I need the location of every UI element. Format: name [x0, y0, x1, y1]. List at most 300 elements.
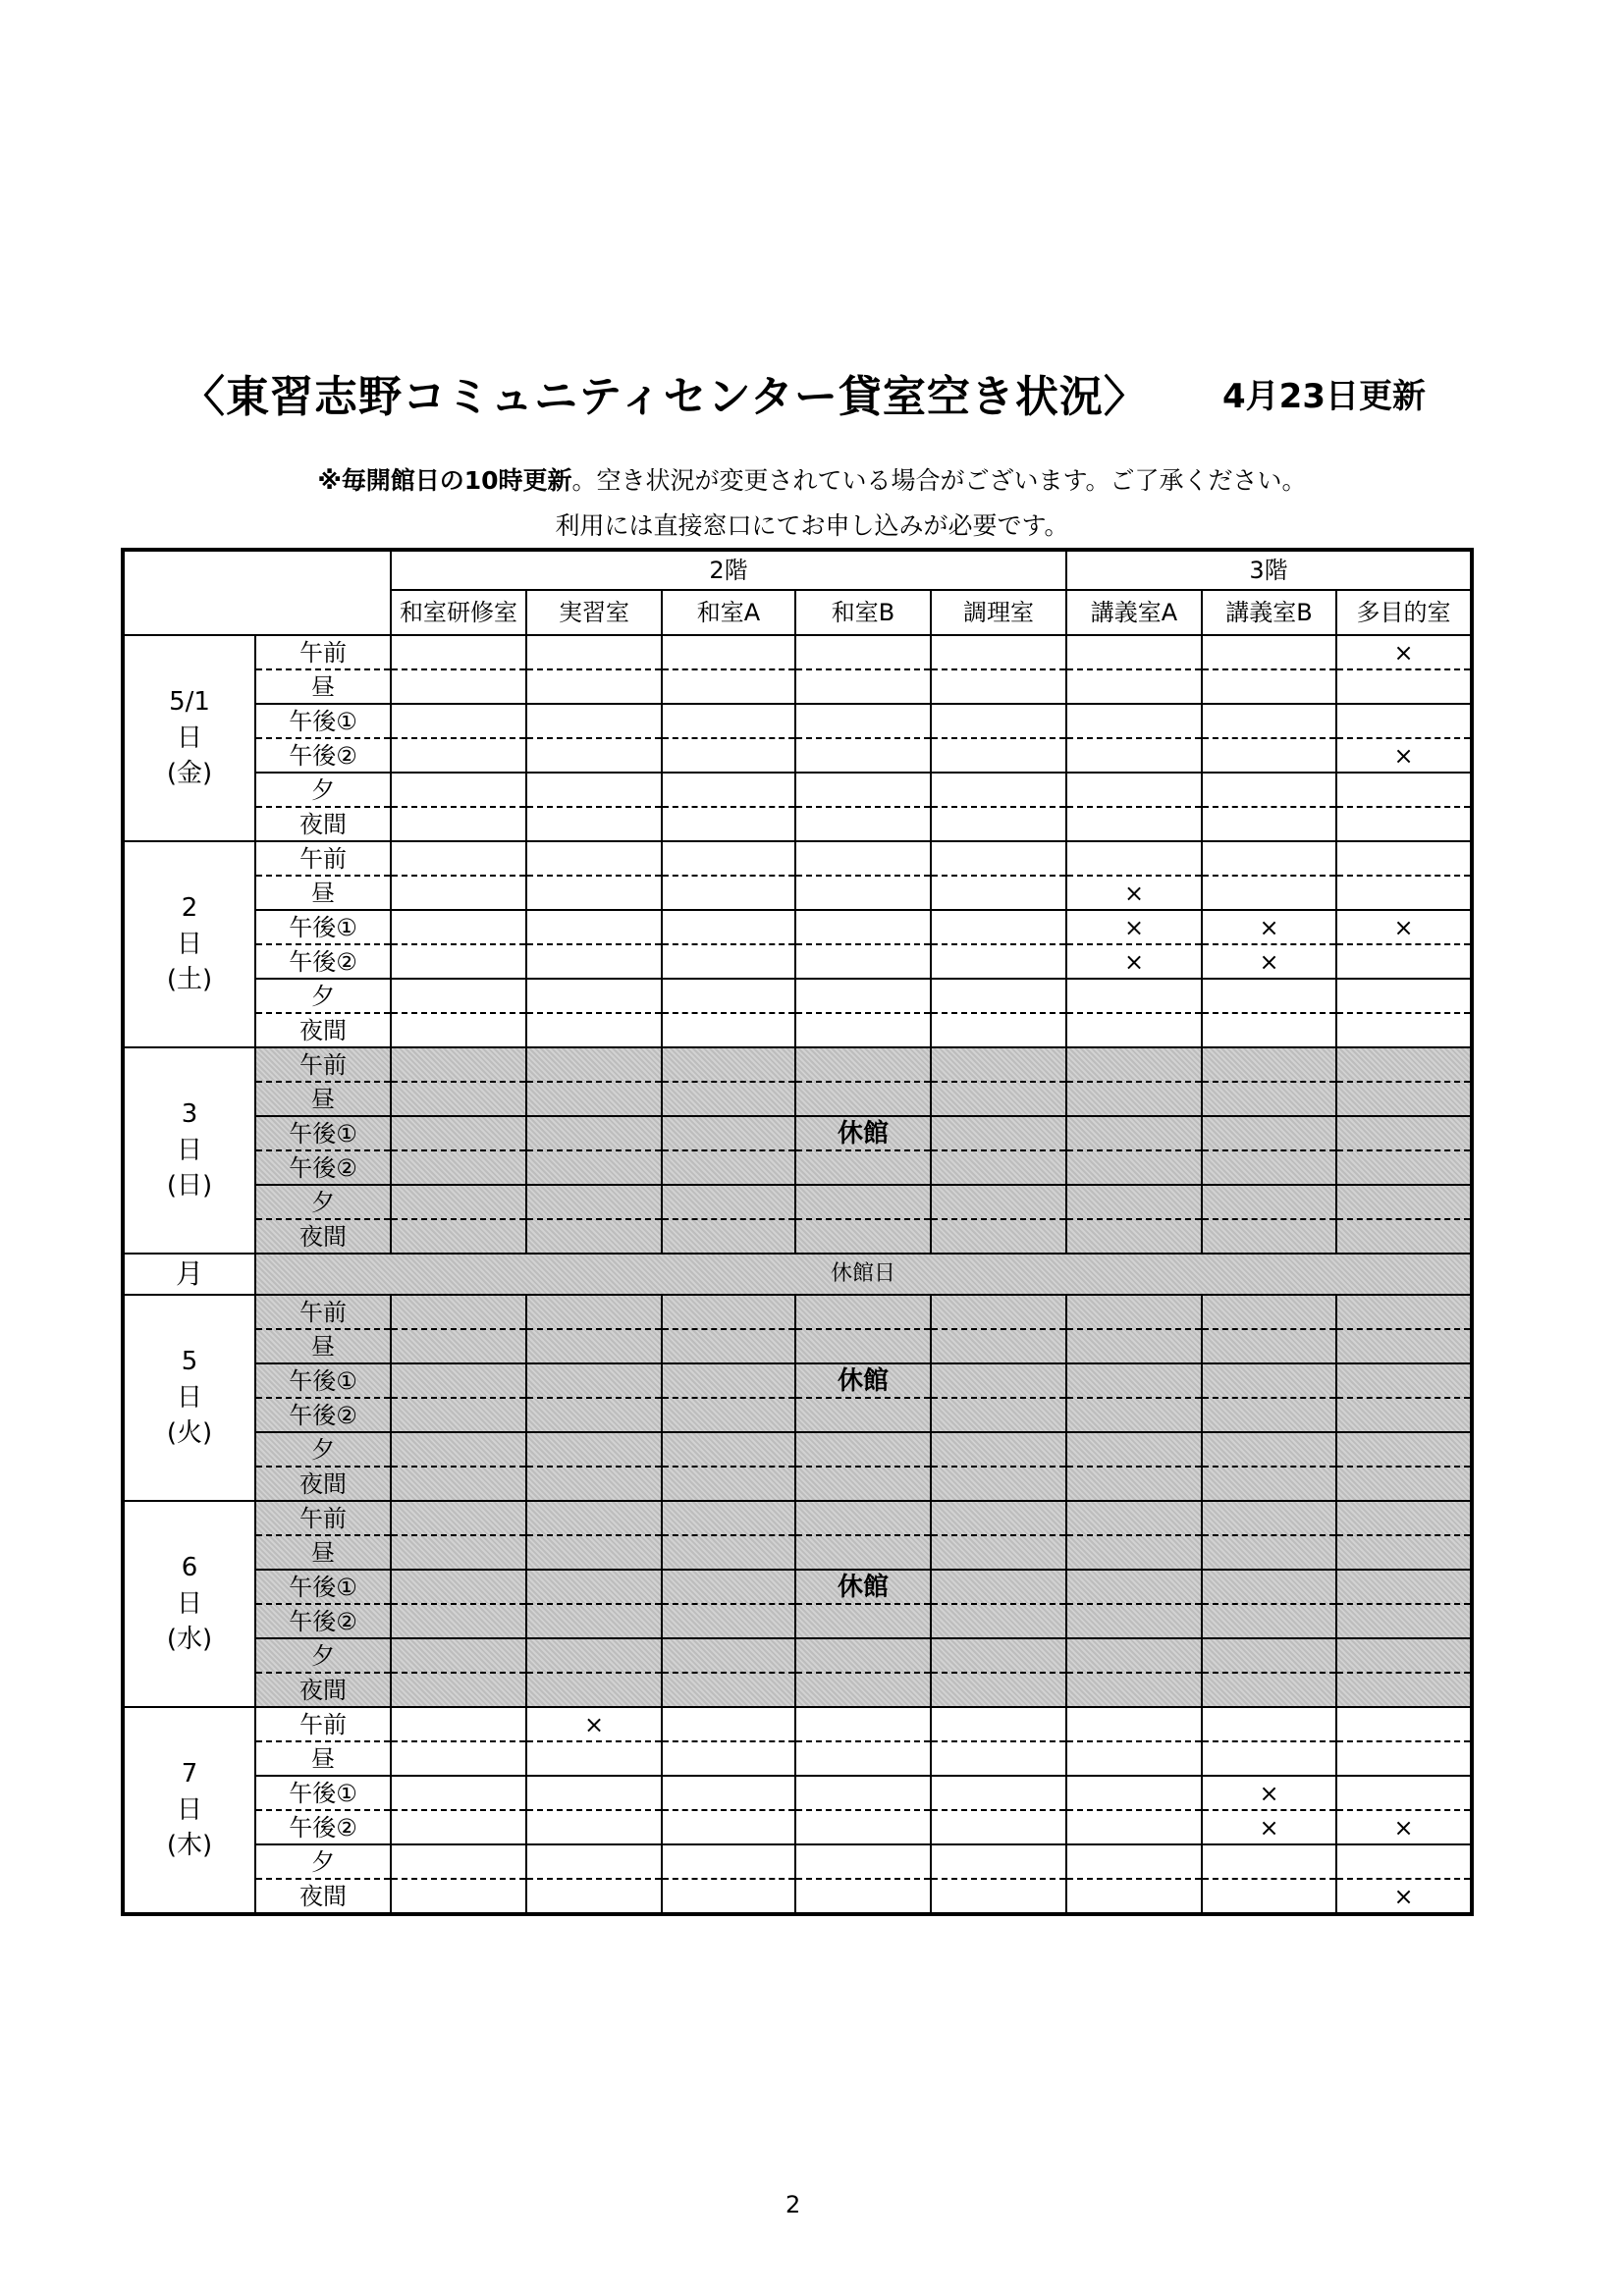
slot-cell — [662, 635, 795, 669]
slot-label: 昼 — [255, 1082, 391, 1116]
slot-cell — [1336, 1707, 1472, 1741]
slot-cell — [931, 1604, 1066, 1638]
day-unit: 日 — [176, 1382, 202, 1413]
slot-cell — [931, 910, 1066, 944]
slot-cell — [526, 669, 662, 704]
slot-cell — [795, 1047, 931, 1082]
slot-cell — [1202, 669, 1336, 704]
slot-cell — [1336, 1295, 1472, 1329]
slot-cell — [795, 1844, 931, 1879]
slot-cell — [1336, 1501, 1472, 1535]
slot-cell — [795, 1879, 931, 1914]
slot-cell — [795, 1185, 931, 1219]
slot-cell — [391, 635, 526, 669]
slot-cell — [931, 1082, 1066, 1116]
slot-cell — [526, 1776, 662, 1810]
slot-cell — [931, 1432, 1066, 1467]
slot-cell — [1202, 1295, 1336, 1329]
slot-cell — [795, 1707, 931, 1741]
slot-cell — [662, 1673, 795, 1707]
slot-cell — [1066, 738, 1202, 773]
slot-cell — [662, 910, 795, 944]
slot-cell — [795, 876, 931, 910]
slot-cell — [795, 1776, 931, 1810]
day-date: 6 — [181, 1553, 198, 1583]
slot-cell — [1202, 1879, 1336, 1914]
booked-mark: × — [1259, 913, 1279, 941]
slot-label: 夜間 — [255, 1219, 391, 1254]
slot-cell — [931, 807, 1066, 841]
slot-cell — [1202, 1570, 1336, 1604]
slot-cell — [1066, 1501, 1202, 1535]
slot-cell — [1336, 1810, 1472, 1844]
slot-cell — [795, 773, 931, 807]
slot-cell — [795, 1013, 931, 1047]
slot-cell — [662, 1363, 795, 1398]
slot-cell — [391, 1047, 526, 1082]
day-weekday: (金) — [166, 759, 213, 789]
slot-cell — [1336, 738, 1472, 773]
day-cell — [123, 1501, 255, 1707]
slot-cell — [1202, 876, 1336, 910]
corner-cell — [123, 550, 391, 635]
slot-cell — [1066, 1185, 1202, 1219]
slot-label: 午後① — [255, 1570, 391, 1604]
slot-cell — [931, 1570, 1066, 1604]
slot-cell — [931, 669, 1066, 704]
slot-cell — [931, 1398, 1066, 1432]
slot-cell — [391, 1673, 526, 1707]
booked-mark: × — [583, 1710, 605, 1738]
slot-cell — [662, 1467, 795, 1501]
table-row — [123, 1047, 1472, 1082]
slot-cell — [662, 1185, 795, 1219]
slot-cell — [1066, 704, 1202, 738]
slot-cell — [1066, 1741, 1202, 1776]
slot-cell — [1202, 1604, 1336, 1638]
table-row — [123, 1638, 1472, 1673]
slot-cell — [662, 841, 795, 876]
slot-cell — [1066, 1398, 1202, 1432]
slot-label: 夜間 — [255, 1013, 391, 1047]
slot-cell — [795, 1570, 931, 1604]
slot-cell — [662, 1082, 795, 1116]
slot-cell — [931, 635, 1066, 669]
updated-date: 4月23日更新 — [1222, 377, 1426, 416]
slot-label: 夕 — [255, 1638, 391, 1673]
slot-label: 午前 — [255, 1047, 391, 1082]
table-row — [123, 1116, 1472, 1150]
slot-cell — [391, 1116, 526, 1150]
room-header: 講義室B — [1202, 590, 1336, 635]
table-row — [123, 773, 1472, 807]
slot-cell — [526, 1501, 662, 1535]
slot-cell — [391, 704, 526, 738]
slot-cell — [526, 773, 662, 807]
slot-cell — [1066, 944, 1202, 979]
slot-cell — [391, 1879, 526, 1914]
slot-cell — [931, 1879, 1066, 1914]
day-weekday: (土) — [166, 965, 213, 995]
notice-rest: 。空き状況が変更されている場合がございます。ご了承ください。 — [571, 466, 1307, 495]
table-row — [123, 1185, 1472, 1219]
slot-cell — [662, 1150, 795, 1185]
slot-label: 午後① — [255, 704, 391, 738]
slot-cell — [931, 1673, 1066, 1707]
slot-cell — [391, 1398, 526, 1432]
slot-label: 夕 — [255, 1185, 391, 1219]
slot-cell — [795, 807, 931, 841]
slot-cell — [662, 1501, 795, 1535]
slot-label: 夕 — [255, 979, 391, 1013]
day-weekday: (日) — [166, 1171, 213, 1201]
slot-cell — [662, 1432, 795, 1467]
slot-cell — [1066, 1219, 1202, 1254]
table-row — [123, 1810, 1472, 1844]
slot-cell — [1066, 1810, 1202, 1844]
slot-cell — [1336, 1082, 1472, 1116]
slot-cell — [662, 944, 795, 979]
booked-mark: × — [1123, 879, 1145, 907]
slot-cell — [1336, 910, 1472, 944]
day-cell — [123, 1295, 255, 1501]
day-cell — [123, 841, 255, 1047]
table-row — [123, 635, 1472, 669]
slot-cell — [1066, 1638, 1202, 1673]
slot-cell — [526, 979, 662, 1013]
slot-cell — [1202, 1329, 1336, 1363]
slot-cell — [795, 1116, 931, 1150]
slot-cell — [526, 1604, 662, 1638]
slot-cell — [1202, 1047, 1336, 1082]
table-row — [123, 1467, 1472, 1501]
slot-cell — [1336, 1185, 1472, 1219]
slot-cell — [931, 944, 1066, 979]
slot-cell — [1336, 1741, 1472, 1776]
table-row — [123, 1535, 1472, 1570]
slot-cell — [662, 1013, 795, 1047]
table-row — [123, 1570, 1472, 1604]
table-row — [123, 1673, 1472, 1707]
slot-cell — [391, 1219, 526, 1254]
slot-cell — [391, 1363, 526, 1398]
slot-cell — [391, 1570, 526, 1604]
slot-cell — [1202, 1535, 1336, 1570]
slot-cell — [526, 1047, 662, 1082]
slot-cell — [1066, 1535, 1202, 1570]
slot-cell — [1336, 876, 1472, 910]
table-row — [123, 1295, 1472, 1329]
slot-label: 午後② — [255, 1810, 391, 1844]
day-unit: 日 — [176, 722, 202, 753]
slot-cell — [391, 1810, 526, 1844]
slot-cell — [795, 1810, 931, 1844]
slot-cell — [391, 1082, 526, 1116]
slot-cell — [1336, 1150, 1472, 1185]
table-row — [123, 1432, 1472, 1467]
slot-cell — [1336, 1570, 1472, 1604]
day-cell — [123, 1707, 255, 1914]
slot-cell — [391, 773, 526, 807]
slot-cell — [1336, 1844, 1472, 1879]
slot-cell — [1202, 1707, 1336, 1741]
slot-cell — [662, 669, 795, 704]
slot-cell — [526, 1329, 662, 1363]
slot-cell — [795, 979, 931, 1013]
slot-cell — [526, 1295, 662, 1329]
slot-cell — [931, 979, 1066, 1013]
slot-cell — [1066, 1116, 1202, 1150]
slot-cell — [1066, 773, 1202, 807]
slot-cell — [662, 738, 795, 773]
slot-cell — [1202, 1219, 1336, 1254]
table-row — [123, 1398, 1472, 1432]
booked-mark: × — [1259, 1813, 1279, 1842]
slot-cell — [1202, 1673, 1336, 1707]
slot-cell — [1066, 1329, 1202, 1363]
table-row — [123, 1013, 1472, 1047]
slot-cell — [1336, 1219, 1472, 1254]
slot-label: 午後② — [255, 1398, 391, 1432]
slot-cell — [662, 1295, 795, 1329]
slot-cell — [662, 1219, 795, 1254]
slot-cell — [1336, 979, 1472, 1013]
slot-cell — [1336, 1329, 1472, 1363]
slot-cell — [391, 1741, 526, 1776]
slot-cell — [526, 841, 662, 876]
day-unit: 日 — [176, 929, 202, 959]
slot-cell — [795, 841, 931, 876]
slot-cell — [1202, 841, 1336, 876]
slot-cell — [795, 1673, 931, 1707]
slot-cell — [662, 1116, 795, 1150]
slot-cell — [795, 1741, 931, 1776]
slot-cell — [1336, 1638, 1472, 1673]
slot-cell — [526, 1363, 662, 1398]
slot-cell — [662, 1535, 795, 1570]
slot-label: 夕 — [255, 1844, 391, 1879]
table-row — [123, 1329, 1472, 1363]
slot-cell — [391, 1013, 526, 1047]
month-row — [123, 1254, 1472, 1295]
slot-cell — [526, 1467, 662, 1501]
booked-mark: × — [1123, 913, 1145, 941]
slot-cell — [391, 1638, 526, 1673]
slot-cell — [526, 1673, 662, 1707]
slot-cell — [795, 1604, 931, 1638]
slot-cell — [662, 807, 795, 841]
day-date: 5 — [181, 1347, 198, 1377]
floor-header-row — [123, 550, 1472, 590]
slot-cell — [1202, 1363, 1336, 1398]
slot-cell — [1202, 1398, 1336, 1432]
slot-cell — [391, 738, 526, 773]
slot-label: 午後② — [255, 1150, 391, 1185]
day-unit: 日 — [176, 1794, 202, 1825]
table-row — [123, 876, 1472, 910]
day-date: 3 — [181, 1099, 198, 1130]
slot-cell — [391, 1467, 526, 1501]
slot-label: 夜間 — [255, 1673, 391, 1707]
slot-cell — [526, 807, 662, 841]
slot-label: 午後① — [255, 1363, 391, 1398]
table-row — [123, 1219, 1472, 1254]
slot-cell — [662, 1879, 795, 1914]
slot-cell — [1202, 704, 1336, 738]
slot-cell — [526, 1879, 662, 1914]
closed-label: 休館 — [837, 1572, 889, 1602]
table-row — [123, 1741, 1472, 1776]
slot-cell — [1336, 704, 1472, 738]
day-unit: 日 — [176, 1588, 202, 1619]
slot-cell — [391, 1535, 526, 1570]
slot-cell — [795, 1432, 931, 1467]
booked-mark: × — [1393, 1813, 1414, 1842]
slot-cell — [795, 1295, 931, 1329]
table-row — [123, 1707, 1472, 1741]
table-row — [123, 1776, 1472, 1810]
slot-label: 午後② — [255, 944, 391, 979]
slot-cell — [526, 1570, 662, 1604]
slot-cell — [1202, 1467, 1336, 1501]
slot-cell — [1066, 635, 1202, 669]
day-cell — [123, 635, 255, 841]
slot-cell — [1066, 1707, 1202, 1741]
slot-cell — [1336, 1047, 1472, 1082]
slot-cell — [1202, 1013, 1336, 1047]
slot-cell — [795, 738, 931, 773]
slot-cell — [931, 773, 1066, 807]
slot-cell — [931, 1467, 1066, 1501]
slot-cell — [1066, 1844, 1202, 1879]
slot-cell — [931, 876, 1066, 910]
slot-cell — [931, 704, 1066, 738]
slot-cell — [526, 1432, 662, 1467]
table-row — [123, 669, 1472, 704]
booked-mark: × — [1393, 638, 1414, 667]
slot-cell — [931, 1047, 1066, 1082]
slot-label: 午後② — [255, 1604, 391, 1638]
closed-label: 休館 — [837, 1118, 889, 1148]
slot-cell — [1202, 1116, 1336, 1150]
table-row — [123, 738, 1472, 773]
slot-cell — [391, 1776, 526, 1810]
slot-cell — [1202, 944, 1336, 979]
slot-cell — [662, 1776, 795, 1810]
slot-cell — [1202, 1501, 1336, 1535]
table-row — [123, 1082, 1472, 1116]
slot-cell — [526, 1185, 662, 1219]
slot-cell — [1202, 1638, 1336, 1673]
slot-cell — [931, 1116, 1066, 1150]
slot-label: 夜間 — [255, 1467, 391, 1501]
slot-cell — [526, 635, 662, 669]
slot-label: 夕 — [255, 1432, 391, 1467]
slot-cell — [391, 876, 526, 910]
slot-cell — [526, 738, 662, 773]
slot-cell — [1202, 979, 1336, 1013]
slot-cell — [526, 1150, 662, 1185]
holiday-cell: 休館日 — [255, 1254, 1472, 1295]
slot-cell — [1336, 635, 1472, 669]
day-cell — [123, 1047, 255, 1254]
slot-cell — [931, 1219, 1066, 1254]
slot-cell — [391, 669, 526, 704]
slot-cell — [1336, 1116, 1472, 1150]
room-header: 多目的室 — [1336, 590, 1472, 635]
slot-cell — [1066, 1363, 1202, 1398]
slot-cell — [795, 635, 931, 669]
slot-cell — [1066, 1879, 1202, 1914]
table-row — [123, 1879, 1472, 1914]
slot-cell — [795, 1501, 931, 1535]
slot-label: 午後① — [255, 1116, 391, 1150]
slot-cell — [391, 1432, 526, 1467]
slot-label: 昼 — [255, 1741, 391, 1776]
slot-cell — [391, 1844, 526, 1879]
day-date: 2 — [181, 893, 198, 924]
slot-cell — [1336, 1776, 1472, 1810]
slot-cell — [1066, 876, 1202, 910]
slot-cell — [1336, 1398, 1472, 1432]
slot-cell — [391, 807, 526, 841]
month-label: 月 — [123, 1254, 255, 1295]
table-row — [123, 1363, 1472, 1398]
slot-cell — [526, 1741, 662, 1776]
room-header: 講義室A — [1066, 590, 1202, 635]
slot-cell — [931, 1535, 1066, 1570]
slot-cell — [526, 1398, 662, 1432]
slot-cell — [1336, 669, 1472, 704]
slot-cell — [662, 1810, 795, 1844]
slot-cell — [1066, 1432, 1202, 1467]
slot-cell — [1202, 635, 1336, 669]
slot-cell — [1202, 773, 1336, 807]
slot-cell — [662, 1329, 795, 1363]
slot-cell — [795, 1219, 931, 1254]
slot-cell — [1066, 1150, 1202, 1185]
slot-cell — [1066, 1082, 1202, 1116]
slot-cell — [391, 910, 526, 944]
slot-cell — [662, 1604, 795, 1638]
slot-cell — [1336, 944, 1472, 979]
slot-label: 昼 — [255, 876, 391, 910]
slot-cell — [795, 1638, 931, 1673]
table-row — [123, 1501, 1472, 1535]
slot-cell — [1066, 1570, 1202, 1604]
slot-cell — [931, 738, 1066, 773]
slot-cell — [1336, 773, 1472, 807]
slot-cell — [931, 1707, 1066, 1741]
slot-cell — [526, 1116, 662, 1150]
day-weekday: (木) — [166, 1831, 213, 1861]
slot-label: 午前 — [255, 635, 391, 669]
day-date: 7 — [181, 1759, 198, 1789]
slot-cell — [391, 944, 526, 979]
slot-cell — [526, 1535, 662, 1570]
slot-cell — [931, 1776, 1066, 1810]
slot-cell — [662, 704, 795, 738]
table-row — [123, 944, 1472, 979]
slot-cell — [1202, 738, 1336, 773]
slot-cell — [526, 876, 662, 910]
slot-cell — [1202, 1082, 1336, 1116]
availability-table — [121, 548, 1474, 1916]
slot-cell — [931, 841, 1066, 876]
booked-mark: × — [1259, 1779, 1279, 1807]
notice-bold: ※毎開館日の10時更新 — [317, 466, 572, 495]
slot-cell — [526, 1844, 662, 1879]
